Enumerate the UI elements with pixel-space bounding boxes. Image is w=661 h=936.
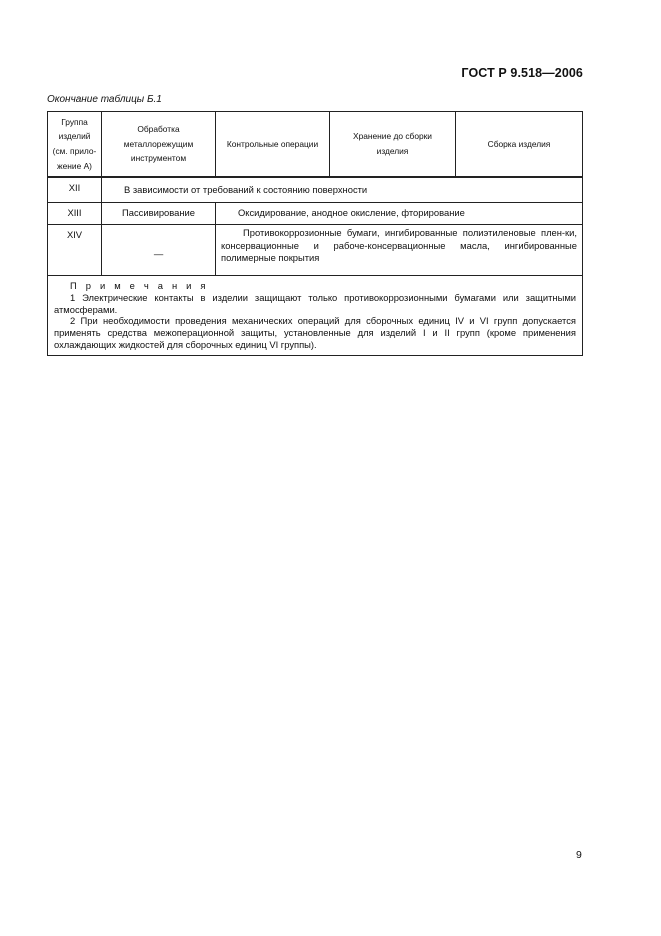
notes-title: П р и м е ч а н и я <box>70 280 209 291</box>
note-1: 1 Электрические контакты в изделии защищают только противокоррозионными бумагами или защитными атмосферами. <box>54 291 576 315</box>
cell-requirements: В зависимости от требований к состоянию поверхности <box>102 177 583 203</box>
notes-cell <box>48 276 583 356</box>
notes-row <box>48 276 583 356</box>
document-code: ГОСТ Р 9.518—2006 <box>461 66 583 80</box>
table-header-row <box>48 112 583 178</box>
table-row <box>48 225 583 276</box>
cell-processing: — <box>102 225 216 276</box>
col-header-assembly: Сборка изделия <box>456 112 583 178</box>
cell-processing: Пассивирование <box>102 203 216 225</box>
cell-operations: Оксидирование, анодное окисление, фторирование <box>216 203 583 225</box>
cell-group: XIII <box>48 203 102 225</box>
col-header-group: Группа изделий (см. прило- жение А) <box>48 112 102 178</box>
col-header-storage: Хранение до сборки изделия <box>330 112 456 178</box>
data-table <box>47 111 583 356</box>
page-number: 9 <box>576 849 582 861</box>
cell-group: XIV <box>48 225 102 276</box>
col-header-control: Контрольные операции <box>216 112 330 178</box>
note-2: 2 При необходимости проведения механических операций для сборочных единиц IV и VI групп допускается применять средства межоперационной защиты, установленные для изделий I и II групп (кроме применения охлаждающих жидкостей для сборочных единиц VI группы). <box>54 315 576 350</box>
table-row <box>48 177 583 203</box>
cell-group: XII <box>48 177 102 203</box>
cell-protection-means: Противокоррозионные бумаги, ингибированные полиэтиленовые плен-ки, консервационные и рабоче-консервационные масла, ингибированные полимерные покрытия <box>216 225 583 276</box>
table-caption: Окончание таблицы Б.1 <box>47 94 162 105</box>
col-header-processing: Обработка металлорежущим инструментом <box>102 112 216 178</box>
table-row <box>48 203 583 225</box>
